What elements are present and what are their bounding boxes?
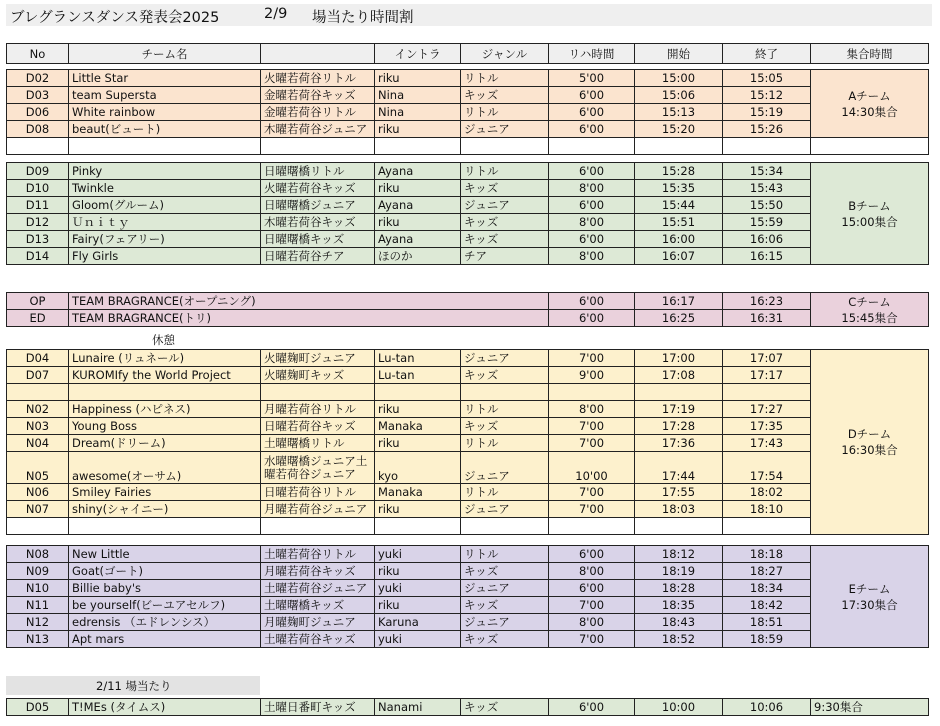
cell-rehearsal: 7'00 (549, 435, 635, 452)
cell-end: 15:59 (723, 214, 811, 231)
cell-no: ED (7, 310, 69, 327)
cell-no: OP (7, 293, 69, 310)
table-row (7, 614, 929, 631)
group-label: Cチーム (848, 294, 891, 309)
cell-end: 16:23 (723, 293, 811, 310)
cell-end: 17:07 (723, 350, 811, 367)
cell-end: 18:42 (723, 597, 811, 614)
cell-rehearsal: 6'00 (549, 104, 635, 121)
group-d-assembly (811, 350, 929, 535)
cell-instructor: yuki (375, 580, 461, 597)
cell-team: Twinkle (69, 180, 261, 197)
cell-instructor: Nina (375, 104, 461, 121)
cell-end: 18:27 (723, 563, 811, 580)
cell-no: N04 (7, 435, 69, 452)
cell-class: 月曜若荷谷キッズ (261, 563, 375, 580)
cell-start: 15:51 (635, 214, 723, 231)
cell-genre: チア (461, 248, 549, 265)
cell-no: D09 (7, 163, 69, 180)
cell-rehearsal: 6'00 (549, 310, 635, 327)
cell-team: Little Star (69, 70, 261, 87)
cell-genre: ジュニア (461, 197, 549, 214)
cell-start: 18:28 (635, 580, 723, 597)
cell-start: 16:17 (635, 293, 723, 310)
cell-no: N02 (7, 401, 69, 418)
event-title: ブレグランスダンス発表会2025 (10, 10, 220, 26)
cell-no: N10 (7, 580, 69, 597)
cell-rehearsal: 8'00 (549, 248, 635, 265)
cell-class: 月曜若荷谷リトル (261, 401, 375, 418)
cell-class: 火曜麹町キッズ (261, 367, 375, 384)
cell-end: 15:19 (723, 104, 811, 121)
cell-rehearsal: 8'00 (549, 401, 635, 418)
table-row (7, 597, 929, 614)
table-row (7, 418, 929, 435)
cell-rehearsal: 7'00 (549, 484, 635, 501)
cell-team: edrensis （エドレンシス） (69, 614, 261, 631)
cell-genre: キッズ (461, 231, 549, 248)
table-row (7, 104, 929, 121)
table-row (7, 121, 929, 138)
cell-no: N09 (7, 563, 69, 580)
table-row (7, 401, 929, 418)
cell-start: 17:44 (635, 452, 723, 484)
cell-rehearsal: 6'00 (549, 546, 635, 563)
table-row (7, 87, 929, 104)
cell-team: New Little (69, 546, 261, 563)
group-b-table (6, 162, 929, 265)
cell-rehearsal: 6'00 (549, 293, 635, 310)
day2-header (6, 676, 260, 695)
cell-no: N07 (7, 501, 69, 518)
cell-no: D10 (7, 180, 69, 197)
cell-rehearsal: 8'00 (549, 180, 635, 197)
table-row (7, 580, 929, 597)
cell-start: 15:44 (635, 197, 723, 214)
table-row (7, 293, 929, 310)
cell-rehearsal: 7'00 (549, 501, 635, 518)
table-row (7, 699, 929, 716)
cell-class: 土曜曙橋リトル (261, 435, 375, 452)
break-label: 休憩 (152, 333, 175, 347)
cell-end: 18:10 (723, 501, 811, 518)
cell-instructor: Manaka (375, 484, 461, 501)
cell-team: beaut(ビュート) (69, 121, 261, 138)
cell-team: TEAM BRAGRANCE(トリ) (69, 310, 549, 327)
cell-start: 18:43 (635, 614, 723, 631)
cell-end: 18:51 (723, 614, 811, 631)
cell-rehearsal: 6'00 (549, 580, 635, 597)
cell-instructor: ほのか (375, 248, 461, 265)
group-a-table (6, 69, 929, 155)
cell-class: 木曜若荷谷キッズ (261, 214, 375, 231)
cell-no: N08 (7, 546, 69, 563)
cell-class: 日曜若荷谷チア (261, 248, 375, 265)
cell-rehearsal: 7'00 (549, 418, 635, 435)
cell-start: 15:00 (635, 70, 723, 87)
day2-header-label: 2/11 場当たり (96, 679, 172, 693)
cell-start: 17:55 (635, 484, 723, 501)
group-c-table (6, 292, 929, 327)
cell-start: 16:25 (635, 310, 723, 327)
cell-rehearsal: 6'00 (549, 87, 635, 104)
group-label: Bチーム (848, 198, 891, 213)
group-b-assembly (811, 163, 929, 265)
cell-class: 土曜日番町キッズ (261, 699, 375, 716)
table-row (7, 435, 929, 452)
blank-row (7, 138, 929, 155)
cell-no: D02 (7, 70, 69, 87)
cell-team: Fairy(フェアリー) (69, 231, 261, 248)
table-row (7, 546, 929, 563)
cell-end: 17:43 (723, 435, 811, 452)
cell-class: 日曜曙橋キッズ (261, 231, 375, 248)
cell-no: D13 (7, 231, 69, 248)
header-team-name: チーム名 (69, 44, 261, 64)
cell-class: 土曜若荷谷キッズ (261, 631, 375, 648)
cell-end: 15:43 (723, 180, 811, 197)
cell-start: 15:13 (635, 104, 723, 121)
cell-instructor: riku (375, 180, 461, 197)
cell-genre: リトル (461, 435, 549, 452)
table-row (7, 180, 929, 197)
header-class (261, 44, 375, 64)
group-a-assembly (811, 70, 929, 138)
cell-instructor: Ayana (375, 163, 461, 180)
cell-team: shiny(シャイニー) (69, 501, 261, 518)
cell-genre: キッズ (461, 631, 549, 648)
cell-end: 15:34 (723, 163, 811, 180)
cell-no: D12 (7, 214, 69, 231)
table-row (7, 197, 929, 214)
cell-end: 17:54 (723, 452, 811, 484)
table-row (7, 350, 929, 367)
cell-instructor: riku (375, 121, 461, 138)
cell-team: Gloom(グルーム) (69, 197, 261, 214)
cell-instructor: riku (375, 597, 461, 614)
cell-team: Young Boss (69, 418, 261, 435)
header-no: No (7, 44, 69, 64)
cell-genre: キッズ (461, 87, 549, 104)
group-time: 15:00集合 (841, 214, 898, 229)
blank-row (7, 384, 929, 401)
cell-no: D05 (7, 699, 69, 716)
table-row (7, 214, 929, 231)
cell-no: N12 (7, 614, 69, 631)
cell-class: 日曜曙橋リトル (261, 163, 375, 180)
cell-instructor: Lu-tan (375, 350, 461, 367)
cell-start: 15:20 (635, 121, 723, 138)
cell-team: Billie baby's (69, 580, 261, 597)
header-rehearsal-time: リハ時間 (549, 44, 635, 64)
blank-row (7, 518, 929, 535)
cell-team: Smiley Fairies (69, 484, 261, 501)
cell-no: D11 (7, 197, 69, 214)
cell-rehearsal: 6'00 (549, 231, 635, 248)
group-time: 17:30集合 (841, 597, 898, 612)
cell-no: D03 (7, 87, 69, 104)
cell-start: 18:03 (635, 501, 723, 518)
event-date: 2/9 (264, 6, 288, 22)
cell-instructor: yuki (375, 631, 461, 648)
header-instructor: イントラ (375, 44, 461, 64)
cell-class: 土曜曙橋キッズ (261, 597, 375, 614)
cell-genre: ジュニア (461, 614, 549, 631)
cell-genre: リトル (461, 401, 549, 418)
table-row (7, 452, 929, 484)
table-row (7, 248, 929, 265)
cell-team: Apt mars (69, 631, 261, 648)
table-row (7, 484, 929, 501)
cell-rehearsal: 6'00 (549, 197, 635, 214)
cell-no: D14 (7, 248, 69, 265)
cell-team: White rainbow (69, 104, 261, 121)
cell-genre: リトル (461, 163, 549, 180)
cell-no: D06 (7, 104, 69, 121)
cell-genre: ジュニア (461, 452, 549, 484)
cell-class: 土曜若荷谷ジュニア (261, 580, 375, 597)
table-row (7, 231, 929, 248)
cell-instructor: Ayana (375, 231, 461, 248)
cell-genre: ジュニア (461, 121, 549, 138)
cell-start: 10:00 (635, 699, 723, 716)
cell-genre: キッズ (461, 214, 549, 231)
cell-genre: ジュニア (461, 501, 549, 518)
cell-start: 16:00 (635, 231, 723, 248)
cell-no: D04 (7, 350, 69, 367)
cell-end: 15:05 (723, 70, 811, 87)
cell-instructor: riku (375, 563, 461, 580)
cell-start: 18:19 (635, 563, 723, 580)
cell-end: 16:31 (723, 310, 811, 327)
table-row (7, 501, 929, 518)
cell-start: 17:00 (635, 350, 723, 367)
cell-end: 15:50 (723, 197, 811, 214)
cell-genre: キッズ (461, 597, 549, 614)
cell-team: Pinky (69, 163, 261, 180)
table-row (7, 163, 929, 180)
cell-instructor: Nanami (375, 699, 461, 716)
cell-rehearsal: 7'00 (549, 350, 635, 367)
group-c-assembly (811, 293, 929, 327)
cell-rehearsal: 10'00 (549, 452, 635, 484)
cell-end: 18:34 (723, 580, 811, 597)
cell-team: KUROMIfy the World Project (69, 367, 261, 384)
cell-genre: キッズ (461, 180, 549, 197)
cell-instructor: Karuna (375, 614, 461, 631)
cell-start: 17:19 (635, 401, 723, 418)
cell-instructor: yuki (375, 546, 461, 563)
cell-rehearsal: 6'00 (549, 121, 635, 138)
group-time: 16:30集合 (841, 443, 898, 457)
cell-class: 日曜曙橋ジュニア (261, 197, 375, 214)
cell-rehearsal: 5'00 (549, 70, 635, 87)
cell-instructor: riku (375, 214, 461, 231)
cell-team: T!MEs (タイムス) (69, 699, 261, 716)
table-row (7, 310, 929, 327)
cell-team: Ｕｎｉｔｙ (69, 214, 261, 231)
cell-class: 火曜若荷谷リトル (261, 70, 375, 87)
cell-no: N03 (7, 418, 69, 435)
cell-rehearsal: 8'00 (549, 614, 635, 631)
group-time: 14:30集合 (841, 104, 898, 119)
cell-instructor: Lu-tan (375, 367, 461, 384)
cell-instructor: riku (375, 401, 461, 418)
cell-no: D07 (7, 367, 69, 384)
table-row (7, 367, 929, 384)
cell-class: 土曜若荷谷リトル (261, 546, 375, 563)
cell-instructor: Manaka (375, 418, 461, 435)
table-header (6, 43, 929, 64)
cell-instructor: riku (375, 501, 461, 518)
cell-class: 火曜若荷谷キッズ (261, 180, 375, 197)
cell-class: 日曜若荷谷リトル (261, 484, 375, 501)
cell-start: 18:52 (635, 631, 723, 648)
title-bar (6, 4, 932, 26)
day2-table (6, 698, 929, 716)
cell-start: 15:28 (635, 163, 723, 180)
table-row (7, 631, 929, 648)
cell-rehearsal: 7'00 (549, 631, 635, 648)
group-e-table (6, 545, 929, 648)
cell-genre: キッズ (461, 418, 549, 435)
header-genre: ジャンル (461, 44, 549, 64)
cell-team: awesome(オーサム) (69, 452, 261, 484)
cell-no: N06 (7, 484, 69, 501)
cell-end: 17:35 (723, 418, 811, 435)
cell-end: 16:15 (723, 248, 811, 265)
cell-team: Lunaire (リュネール) (69, 350, 261, 367)
cell-class: 月曜麹町ジュニア (261, 614, 375, 631)
cell-end: 17:27 (723, 401, 811, 418)
cell-genre: リトル (461, 70, 549, 87)
cell-team: Dream(ドリーム) (69, 435, 261, 452)
cell-genre: ジュニア (461, 350, 549, 367)
cell-instructor: riku (375, 435, 461, 452)
cell-start: 18:35 (635, 597, 723, 614)
cell-team: Happiness (ハピネス) (69, 401, 261, 418)
cell-class: 日曜若荷谷キッズ (261, 418, 375, 435)
cell-instructor: kyo (375, 452, 461, 484)
cell-genre: ジュニア (461, 580, 549, 597)
cell-no: D08 (7, 121, 69, 138)
group-d-table (6, 349, 929, 535)
header-assembly-time: 集合時間 (811, 44, 929, 64)
day2-assembly-time: 9:30集合 (811, 699, 929, 716)
cell-no: N05 (7, 452, 69, 484)
cell-end: 16:06 (723, 231, 811, 248)
group-label: Dチーム (847, 427, 892, 441)
cell-rehearsal: 6'00 (549, 699, 635, 716)
cell-class: 火曜麹町ジュニア (261, 350, 375, 367)
group-label: Aチーム (848, 88, 891, 103)
cell-class: 金曜若荷谷リトル (261, 104, 375, 121)
cell-start: 17:08 (635, 367, 723, 384)
cell-class: 水曜曙橋ジュニア土曜若荷谷ジュニア (261, 452, 375, 484)
cell-no: N11 (7, 597, 69, 614)
cell-end: 18:02 (723, 484, 811, 501)
cell-genre: リトル (461, 546, 549, 563)
cell-start: 16:07 (635, 248, 723, 265)
cell-start: 15:06 (635, 87, 723, 104)
cell-rehearsal: 9'00 (549, 367, 635, 384)
header-start: 開始 (635, 44, 723, 64)
cell-start: 17:36 (635, 435, 723, 452)
group-e-assembly (811, 546, 929, 648)
cell-team: Goat(ゴート) (69, 563, 261, 580)
cell-end: 18:59 (723, 631, 811, 648)
cell-instructor: Nina (375, 87, 461, 104)
cell-start: 18:12 (635, 546, 723, 563)
cell-genre: キッズ (461, 699, 549, 716)
cell-rehearsal: 7'00 (549, 597, 635, 614)
cell-end: 17:17 (723, 367, 811, 384)
schedule-subtitle: 場当たり時間割 (312, 10, 414, 26)
table-row (7, 70, 929, 87)
cell-end: 15:12 (723, 87, 811, 104)
cell-end: 15:26 (723, 121, 811, 138)
cell-rehearsal: 8'00 (549, 214, 635, 231)
cell-start: 15:35 (635, 180, 723, 197)
cell-rehearsal: 8'00 (549, 563, 635, 580)
cell-end: 10:06 (723, 699, 811, 716)
cell-team: Fly Girls (69, 248, 261, 265)
cell-class: 金曜若荷谷キッズ (261, 87, 375, 104)
cell-class: 木曜若荷谷ジュニア (261, 121, 375, 138)
cell-genre: リトル (461, 104, 549, 121)
cell-team: TEAM BRAGRANCE(オープニング) (69, 293, 549, 310)
group-time: 15:45集合 (841, 310, 898, 325)
cell-genre: キッズ (461, 563, 549, 580)
cell-instructor: riku (375, 70, 461, 87)
cell-end: 18:18 (723, 546, 811, 563)
cell-class: 月曜若荷谷ジュニア (261, 501, 375, 518)
cell-instructor: Ayana (375, 197, 461, 214)
cell-genre: キッズ (461, 367, 549, 384)
table-row (7, 563, 929, 580)
header-end: 終了 (723, 44, 811, 64)
group-label: Eチーム (848, 581, 891, 596)
cell-rehearsal: 6'00 (549, 163, 635, 180)
cell-team: be yourself(ビーユアセルフ) (69, 597, 261, 614)
cell-no: N13 (7, 631, 69, 648)
cell-genre: リトル (461, 484, 549, 501)
cell-team: team Supersta (69, 87, 261, 104)
cell-start: 17:28 (635, 418, 723, 435)
